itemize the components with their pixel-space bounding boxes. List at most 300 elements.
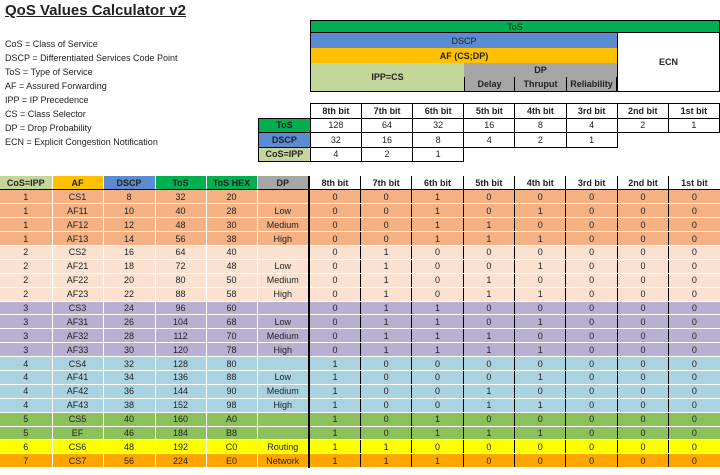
dp-cell: Low (257, 259, 309, 273)
bit-cell: 1 (463, 384, 514, 398)
dscp-cell: 8 (103, 190, 155, 204)
hex-cell: 68 (206, 315, 257, 329)
tos-bit-value: 4 (566, 118, 617, 133)
bit-cell: 0 (617, 190, 668, 204)
thruput-field: Thruput (515, 77, 567, 92)
bit-cell: 0 (463, 357, 514, 371)
dscp-cell: 48 (103, 440, 155, 454)
bit-header: 1st bit (668, 104, 719, 119)
bit-cell: 0 (617, 370, 668, 384)
bit-cell: 0 (360, 426, 411, 440)
dp-cell (257, 301, 309, 315)
bit-cell: 0 (669, 454, 720, 468)
bit-cell: 1 (515, 426, 566, 440)
dscp-cell: 22 (103, 287, 155, 301)
tos-bit-value: 8 (515, 118, 566, 133)
bit-cell: 0 (617, 384, 668, 398)
bit-cell: 1 (360, 245, 411, 259)
bit-cell: 1 (309, 412, 360, 426)
table-row (0, 440, 720, 454)
bit-cell: 0 (566, 287, 617, 301)
bit-cell: 0 (566, 259, 617, 273)
column-header: ToS HEX (206, 176, 257, 190)
bit-cell: 0 (566, 273, 617, 287)
table-row (0, 259, 720, 273)
bit-cell: 1 (309, 454, 360, 468)
hex-cell: 38 (206, 232, 257, 246)
ecn-field: ECN (617, 33, 720, 92)
bit-header: 5th bit (464, 104, 515, 119)
bit-cell: 0 (617, 245, 668, 259)
bit-cell: 0 (309, 315, 360, 329)
dscp-field-bar: DSCP (310, 33, 617, 48)
bit-column-header: 1st bit (669, 176, 720, 190)
bit-cell: 0 (360, 398, 411, 412)
dscp-bit-value: 1 (566, 133, 617, 148)
table-row (0, 329, 720, 343)
cos-cell: 1 (0, 232, 52, 246)
tos-row-label: ToS (259, 118, 311, 133)
bit-cell: 0 (617, 454, 668, 468)
bit-cell: 1 (412, 204, 463, 218)
empty-cell (668, 133, 719, 148)
bit-cell: 1 (360, 454, 411, 468)
bit-column-header: 6th bit (412, 176, 463, 190)
tos-cell: 56 (155, 232, 206, 246)
cos-cell: 2 (0, 259, 52, 273)
bit-cell: 0 (669, 357, 720, 371)
dp-cell (257, 426, 309, 440)
legend-item: DSCP = Differentiated Services Code Point (5, 53, 178, 63)
table-row (0, 454, 720, 468)
tos-cell: 224 (155, 454, 206, 468)
tos-bit-value: 32 (413, 118, 464, 133)
bit-cell: 0 (669, 412, 720, 426)
bit-cell: 1 (463, 398, 514, 412)
af-cell: AF12 (52, 218, 103, 232)
dp-cell (257, 245, 309, 259)
bit-cell: 0 (515, 440, 566, 454)
table-row (0, 190, 720, 204)
bit-cell: 0 (515, 190, 566, 204)
bit-cell: 1 (515, 204, 566, 218)
hex-cell: 70 (206, 329, 257, 343)
bit-cell: 1 (515, 287, 566, 301)
af-cell: CS4 (52, 357, 103, 371)
legend-item: AF = Assured Forwarding (5, 81, 107, 91)
bit-cell: 1 (463, 232, 514, 246)
bit-cell: 0 (566, 426, 617, 440)
empty-cell (566, 147, 617, 162)
cos-cell: 1 (0, 204, 52, 218)
tos-cell: 88 (155, 287, 206, 301)
af-field-bar: AF (CS;DP) (310, 48, 617, 63)
tos-cell: 136 (155, 370, 206, 384)
bit-cell: 0 (669, 259, 720, 273)
dscp-cell: 28 (103, 329, 155, 343)
bit-cell: 0 (566, 204, 617, 218)
table-row (0, 315, 720, 329)
empty-cell (617, 133, 668, 148)
bit-cell: 1 (412, 315, 463, 329)
af-cell: AF11 (52, 204, 103, 218)
tos-cell: 64 (155, 245, 206, 259)
bit-cell: 0 (360, 232, 411, 246)
tos-bit-value: 1 (668, 118, 719, 133)
af-cell: AF13 (52, 232, 103, 246)
bit-cell: 0 (515, 301, 566, 315)
dp-cell: Low (257, 204, 309, 218)
bit-cell: 0 (669, 204, 720, 218)
bit-cell: 0 (463, 301, 514, 315)
dscp-cell: 40 (103, 412, 155, 426)
bit-cell: 0 (669, 440, 720, 454)
bit-cell: 1 (515, 370, 566, 384)
hex-cell: C0 (206, 440, 257, 454)
table-row (0, 370, 720, 384)
dp-cell: Medium (257, 273, 309, 287)
bit-cell: 0 (566, 315, 617, 329)
tos-cell: 72 (155, 259, 206, 273)
legend-item: ECN = Explicit Congestion Notification (5, 137, 158, 147)
cos-cell: 3 (0, 329, 52, 343)
cos-bit-value: 2 (362, 147, 413, 162)
table-row (0, 245, 720, 259)
bit-cell: 0 (309, 329, 360, 343)
legend-item: CoS = Class of Service (5, 39, 98, 49)
bit-cell: 0 (515, 357, 566, 371)
bit-cell: 1 (412, 412, 463, 426)
bit-cell: 0 (617, 343, 668, 357)
hex-cell: 98 (206, 398, 257, 412)
bit-cell: 0 (360, 218, 411, 232)
bit-cell: 1 (412, 232, 463, 246)
bit-cell: 0 (617, 259, 668, 273)
tos-cell: 104 (155, 315, 206, 329)
hex-cell: B8 (206, 426, 257, 440)
tos-cell: 32 (155, 190, 206, 204)
bit-cell: 1 (463, 273, 514, 287)
bit-cell: 1 (515, 343, 566, 357)
bit-cell: 0 (566, 357, 617, 371)
column-header: AF (52, 176, 103, 190)
bit-cell: 0 (309, 259, 360, 273)
dp-cell: High (257, 287, 309, 301)
bit-cell: 0 (669, 218, 720, 232)
dp-cell: Medium (257, 384, 309, 398)
bit-cell: 0 (515, 218, 566, 232)
cos-cell: 4 (0, 370, 52, 384)
bit-header: 8th bit (310, 104, 361, 119)
tos-cell: 192 (155, 440, 206, 454)
dscp-bit-value: 2 (515, 133, 566, 148)
bit-cell: 1 (463, 426, 514, 440)
bit-cell: 0 (309, 273, 360, 287)
tos-cell: 128 (155, 357, 206, 371)
table-row (0, 232, 720, 246)
bit-cell: 0 (669, 398, 720, 412)
dp-cell: Low (257, 315, 309, 329)
bit-cell: 0 (617, 412, 668, 426)
bit-cell: 0 (617, 440, 668, 454)
bit-cell: 0 (309, 232, 360, 246)
dp-cell: High (257, 398, 309, 412)
table-row (0, 426, 720, 440)
cos-cell: 5 (0, 426, 52, 440)
bit-cell: 1 (360, 301, 411, 315)
table-row (0, 398, 720, 412)
af-cell: CS1 (52, 190, 103, 204)
bit-cell: 1 (412, 301, 463, 315)
hex-cell: 48 (206, 259, 257, 273)
bit-cell: 0 (360, 204, 411, 218)
empty-cell (617, 147, 668, 162)
dp-field: DP (464, 63, 617, 77)
dscp-bit-value: 16 (362, 133, 413, 148)
tos-cell: 160 (155, 412, 206, 426)
bit-cell: 0 (360, 357, 411, 371)
bit-header: 3rd bit (566, 104, 617, 119)
qos-values-table (0, 176, 720, 468)
dscp-cell: 14 (103, 232, 155, 246)
dp-cell (257, 357, 309, 371)
bit-cell: 0 (669, 315, 720, 329)
af-cell: CS2 (52, 245, 103, 259)
table-row (0, 287, 720, 301)
bit-cell: 0 (669, 426, 720, 440)
bit-cell: 1 (360, 287, 411, 301)
bit-cell: 0 (463, 259, 514, 273)
bit-cell: 0 (566, 440, 617, 454)
tos-cell: 112 (155, 329, 206, 343)
bit-cell: 0 (360, 370, 411, 384)
bit-cell: 1 (515, 259, 566, 273)
bit-cell: 0 (412, 245, 463, 259)
af-cell: CS5 (52, 412, 103, 426)
bit-cell: 0 (617, 329, 668, 343)
tos-cell: 40 (155, 204, 206, 218)
dscp-cell: 34 (103, 370, 155, 384)
bit-cell: 0 (463, 190, 514, 204)
dp-cell: High (257, 232, 309, 246)
dscp-cell: 16 (103, 245, 155, 259)
bit-cell: 1 (360, 315, 411, 329)
bit-cell: 1 (412, 454, 463, 468)
column-header: DSCP (103, 176, 155, 190)
bit-cell: 1 (515, 232, 566, 246)
dp-cell: Routing (257, 440, 309, 454)
bit-column-header: 2nd bit (617, 176, 668, 190)
table-row (0, 357, 720, 371)
bit-cell: 0 (515, 273, 566, 287)
legend-item: DP = Drop Probability (5, 123, 92, 133)
tos-bit-value: 128 (310, 118, 361, 133)
bit-cell: 1 (360, 273, 411, 287)
bit-cell: 1 (515, 315, 566, 329)
bit-cell: 0 (412, 259, 463, 273)
bit-cell: 0 (669, 273, 720, 287)
tos-cell: 120 (155, 343, 206, 357)
bit-header: 2nd bit (617, 104, 668, 119)
bit-cell: 0 (566, 218, 617, 232)
tos-cell: 48 (155, 218, 206, 232)
bit-cell: 1 (412, 190, 463, 204)
cos-row-label: CoS=IPP (259, 147, 311, 162)
bit-cell: 1 (463, 329, 514, 343)
tos-bit-value: 16 (464, 118, 515, 133)
bit-cell: 0 (309, 218, 360, 232)
bit-cell: 0 (566, 384, 617, 398)
cos-cell: 3 (0, 315, 52, 329)
bit-cell: 0 (463, 412, 514, 426)
table-row (0, 218, 720, 232)
bit-cell: 1 (309, 398, 360, 412)
bit-cell: 0 (566, 343, 617, 357)
bit-cell: 0 (309, 204, 360, 218)
dp-cell (257, 190, 309, 204)
bit-cell: 0 (669, 343, 720, 357)
cos-cell: 6 (0, 440, 52, 454)
hex-cell: 78 (206, 343, 257, 357)
bit-cell: 1 (412, 426, 463, 440)
bit-cell: 1 (360, 259, 411, 273)
af-cell: AF23 (52, 287, 103, 301)
bit-cell: 0 (566, 301, 617, 315)
bit-cell: 0 (617, 204, 668, 218)
bit-cell: 0 (412, 357, 463, 371)
af-cell: CS7 (52, 454, 103, 468)
hex-cell: 28 (206, 204, 257, 218)
bit-cell: 0 (515, 384, 566, 398)
table-row (0, 273, 720, 287)
bit-cell: 0 (463, 315, 514, 329)
bit-cell: 0 (463, 370, 514, 384)
dscp-cell: 20 (103, 273, 155, 287)
af-cell: AF31 (52, 315, 103, 329)
dp-cell: Medium (257, 329, 309, 343)
hex-cell: 58 (206, 287, 257, 301)
tos-bit-value: 2 (617, 118, 668, 133)
bit-cell: 0 (360, 412, 411, 426)
bit-cell: 0 (412, 398, 463, 412)
bit-cell: 0 (617, 218, 668, 232)
bit-cell: 0 (515, 412, 566, 426)
dscp-cell: 38 (103, 398, 155, 412)
dscp-bit-value: 32 (310, 133, 361, 148)
hex-cell: 20 (206, 190, 257, 204)
table-row (0, 412, 720, 426)
bit-cell: 0 (617, 287, 668, 301)
empty-cell (668, 147, 719, 162)
bit-cell: 1 (515, 398, 566, 412)
bit-cell: 0 (566, 232, 617, 246)
bit-cell: 0 (669, 370, 720, 384)
tos-field-bar: ToS (310, 20, 720, 33)
dscp-cell: 26 (103, 315, 155, 329)
hex-cell: 60 (206, 301, 257, 315)
hex-cell: 30 (206, 218, 257, 232)
bit-cell: 0 (617, 398, 668, 412)
dscp-cell: 56 (103, 454, 155, 468)
bit-cell: 0 (309, 245, 360, 259)
bit-cell: 0 (566, 370, 617, 384)
bit-cell: 0 (617, 301, 668, 315)
tos-cell: 152 (155, 398, 206, 412)
bit-cell: 0 (412, 384, 463, 398)
legend-item: IPP = IP Precedence (5, 95, 89, 105)
cos-bit-value: 4 (310, 147, 361, 162)
bit-cell: 0 (566, 329, 617, 343)
bit-cell: 0 (566, 412, 617, 426)
bit-cell: 0 (566, 190, 617, 204)
af-cell: AF42 (52, 384, 103, 398)
bit-cell: 0 (309, 190, 360, 204)
hex-cell: 88 (206, 370, 257, 384)
bit-cell: 0 (309, 287, 360, 301)
bit-cell: 0 (669, 245, 720, 259)
dscp-bit-value: 8 (413, 133, 464, 148)
bit-cell: 0 (309, 343, 360, 357)
dscp-cell: 12 (103, 218, 155, 232)
dscp-bit-value: 4 (464, 133, 515, 148)
bit-cell: 0 (412, 370, 463, 384)
bit-cell: 0 (412, 287, 463, 301)
bit-cell: 0 (669, 329, 720, 343)
cos-cell: 2 (0, 273, 52, 287)
page-title: QoS Values Calculator v2 (5, 2, 186, 19)
bit-column-header: 7th bit (360, 176, 411, 190)
hex-cell: A0 (206, 412, 257, 426)
tos-cell: 80 (155, 273, 206, 287)
bit-cell: 0 (463, 454, 514, 468)
af-cell: AF21 (52, 259, 103, 273)
dscp-cell: 24 (103, 301, 155, 315)
cos-bit-value: 1 (413, 147, 464, 162)
hex-cell: 40 (206, 245, 257, 259)
table-row (0, 301, 720, 315)
bit-cell: 0 (360, 384, 411, 398)
cos-cell: 1 (0, 218, 52, 232)
dscp-cell: 30 (103, 343, 155, 357)
cos-cell: 3 (0, 343, 52, 357)
af-cell: CS6 (52, 440, 103, 454)
bit-cell: 1 (309, 357, 360, 371)
cos-cell: 2 (0, 287, 52, 301)
tos-cell: 96 (155, 301, 206, 315)
dp-cell: Low (257, 370, 309, 384)
bit-cell: 0 (617, 232, 668, 246)
af-cell: AF41 (52, 370, 103, 384)
bit-values-table (258, 103, 720, 162)
cos-cell: 4 (0, 384, 52, 398)
table-row (0, 343, 720, 357)
bit-cell: 0 (463, 440, 514, 454)
bit-cell: 1 (309, 370, 360, 384)
dscp-cell: 10 (103, 204, 155, 218)
bit-column-header: 5th bit (463, 176, 514, 190)
dp-cell: Network (257, 454, 309, 468)
bit-cell: 1 (360, 329, 411, 343)
af-cell: CS3 (52, 301, 103, 315)
bit-cell: 1 (463, 343, 514, 357)
dp-cell: Medium (257, 218, 309, 232)
reliability-field: Reliability (567, 77, 617, 92)
cos-cell: 4 (0, 398, 52, 412)
bit-cell: 0 (669, 232, 720, 246)
table-row (0, 204, 720, 218)
bit-cell: 0 (617, 273, 668, 287)
bit-header: 7th bit (362, 104, 413, 119)
